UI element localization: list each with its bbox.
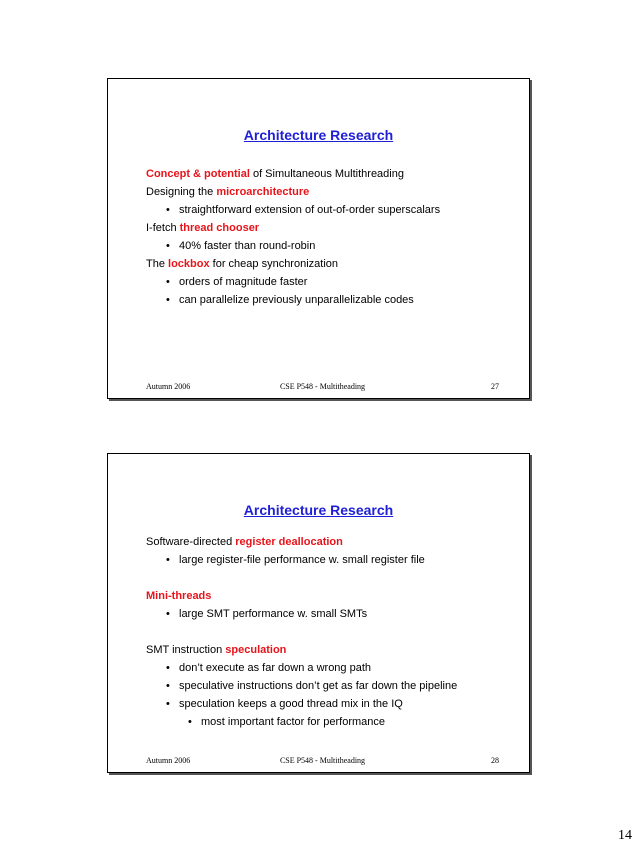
footer-date: Autumn 2006 [146, 382, 191, 391]
footer-course: CSE P548 - Multitheading [279, 756, 366, 765]
footer-slide-number: 27 [491, 382, 499, 391]
highlight-text: thread chooser [179, 222, 260, 234]
body-line: Concept & potential of Simultaneous Multithreading [146, 168, 404, 180]
slide-title: Architecture Research [243, 127, 394, 143]
bullet-item: • speculative instructions don’t get as far down the pipeline [146, 677, 519, 695]
body-line: Software-directed register deallocation [146, 536, 343, 548]
body-line: SMT instruction speculation [146, 644, 287, 656]
bullet-item: • 40% faster than round-robin [146, 237, 519, 255]
bullet-icon: • [166, 240, 170, 252]
highlight-text: lockbox [168, 258, 210, 270]
highlight-text: speculation [225, 644, 287, 656]
bullet-item: • speculation keeps a good thread mix in the IQ [146, 695, 519, 713]
sub-bullet-item: • most important factor for performance [146, 713, 519, 731]
highlight-text: microarchitecture [216, 186, 310, 198]
bullet-icon: • [188, 716, 192, 728]
bullet-icon: • [166, 662, 170, 674]
slide-body [146, 165, 519, 309]
body-line: Designing the microarchitecture [146, 186, 310, 198]
bullet-item: • can parallelize previously unparallelizable codes [146, 291, 519, 309]
bullet-icon: • [166, 680, 170, 692]
bullet-item: • large register-file performance w. small register file [146, 551, 519, 569]
slide-title: Architecture Research [243, 502, 394, 518]
bullet-icon: • [166, 294, 170, 306]
highlight-text: register deallocation [235, 536, 343, 548]
bullet-icon: • [166, 204, 170, 216]
slide-body [146, 533, 519, 731]
bullet-icon: • [166, 554, 170, 566]
bullet-icon: • [166, 698, 170, 710]
bullet-icon: • [166, 276, 170, 288]
bullet-item: • large SMT performance w. small SMTs [146, 605, 519, 623]
bullet-item: • don’t execute as far down a wrong path [146, 659, 519, 677]
bullet-item: • straightforward extension of out-of-order superscalars [146, 201, 519, 219]
highlight-text: Mini-threads [146, 590, 212, 602]
footer-date: Autumn 2006 [146, 756, 191, 765]
body-line: The lockbox for cheap synchronization [146, 258, 339, 270]
page-number: 14 [618, 828, 632, 843]
bullet-item: • orders of magnitude faster [146, 273, 519, 291]
body-line [146, 587, 519, 605]
footer-slide-number: 28 [491, 756, 499, 765]
body-line: I-fetch thread chooser [146, 222, 260, 234]
footer-course: CSE P548 - Multitheading [279, 382, 366, 391]
highlight-text: Concept & potential [146, 168, 250, 180]
slide-28 [107, 453, 530, 773]
slide-27 [107, 78, 530, 399]
bullet-icon: • [166, 608, 170, 620]
